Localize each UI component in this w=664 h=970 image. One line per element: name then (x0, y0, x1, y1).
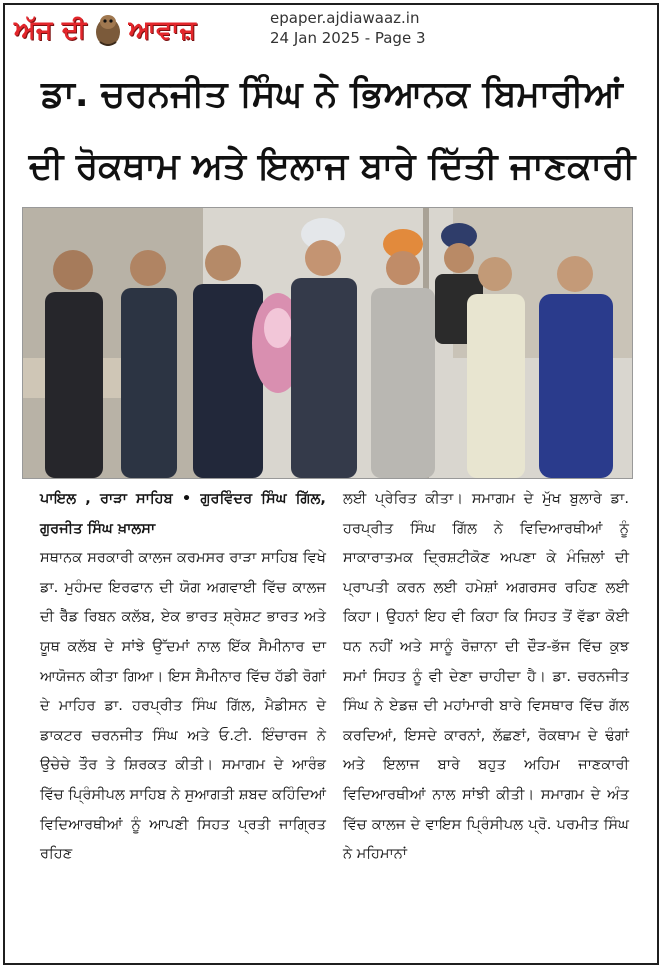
article-column-right (343, 484, 629, 869)
group-photo-illustration (23, 208, 632, 478)
article-body-left: ਸਥਾਨਕ ਸਰਕਾਰੀ ਕਾਲਜ ਕਰਮਸਰ ਰਾੜਾ ਸਾਹਿਬ ਵਿਖੇ ਡਾ. ਮੁਹੰਮਦ ਇਰਫਾਨ ਦੀ ਯੋਗ ਅਗਵਾਈ ਵਿੱਚ ਕਾਲਜ ਦੀ ਰੈੱਡ ਰਿਬਨ ਕਲੱਬ, ਏਕ ਭਾਰਤ ਸ਼੍ਰੇਸ਼ਟ ਭਾਰਤ ਅਤੇ ਯੂਥ ਕਲੱਬ ਦੇ ਸਾਂਝੇ ਉੱਦਮਾਂ ਨਾਲ ਇੱਕ ਸੈਮੀਨਾਰ ਦਾ ਆਯੋਜਨ ਕੀਤਾ ਗਿਆ। ਇਸ ਸੈਮੀਨਾਰ ਵਿੱਚ ਹੱਡੀ ਰੋਗਾਂ ਦੇ ਮਾਹਿਰ ਡਾ. ਹਰਪ੍ਰੀਤ ਸਿੰਘ ਗਿੱਲ, ਮੈਡੀਸਨ ਦੇ ਡਾਕਟਰ ਚਰਨਜੀਤ ਸਿੰਘ ਅਤੇ ਓ.ਟੀ. ਇੰਚਾਰਜ ਨੇ ਉਚੇਚੇ ਤੌਰ ਤੇ ਸ਼ਿਰਕਤ ਕੀਤੀ। ਸਮਾਗਮ ਦੇ ਆਰੰਭ ਵਿੱਚ ਪ੍ਰਿੰਸੀਪਲ ਸਾਹਿਬ ਨੇ ਸੁਆਗਤੀ ਸ਼ਬਦ ਕਹਿੰਦਿਆਂ ਵਿਦਿਆਰਥੀਆਂ ਨੂੰ ਆਪਣੀ ਸਿਹਤ ਪ੍ਰਤੀ ਜਾਗ੍ਰਿਤ ਰਹਿਣ (40, 549, 326, 863)
headline-line-1: ਡਾ. ਚਰਨਜੀਤ ਸਿੰਘ ਨੇ ਭਿਆਨਕ ਬਿਮਾਰੀਆਂ (41, 74, 623, 115)
byline-authors: ਗੁਰਵਿੰਦਰ ਸਿੰਘ ਗਿੱਲ, ਗੁਰਜੀਤ ਸਿੰਘ ਖ਼ਾਲਸਾ (40, 490, 326, 537)
article-column-left (40, 484, 326, 869)
edition-meta (270, 8, 426, 48)
edition-date-page: 24 Jan 2025 - Page 3 (270, 29, 426, 47)
article-body-right: ਲਈ ਪ੍ਰੇਰਿਤ ਕੀਤਾ। ਸਮਾਗਮ ਦੇ ਮੁੱਖ ਬੁਲਾਰੇ ਡਾ. ਹਰਪ੍ਰੀਤ ਸਿੰਘ ਗਿੱਲ ਨੇ ਵਿਦਿਆਰਥੀਆਂ ਨੂੰ ਸਾਕਾਰਾਤਮਕ ਦ੍ਰਿਸ਼ਟੀਕੋਣ ਅਪਣਾ ਕੇ ਮੰਜ਼ਿਲਾਂ ਦੀ ਪ੍ਰਾਪਤੀ ਕਰਨ ਲਈ ਹਮੇਸ਼ਾਂ ਅਗਰਸਰ ਰਹਿਣ ਲਈ ਕਿਹਾ। ਉਹਨਾਂ ਇਹ ਵੀ ਕਿਹਾ ਕਿ ਸਿਹਤ ਤੋਂ ਵੱਡਾ ਕੋਈ ਧਨ ਨਹੀਂ ਅਤੇ ਸਾਨੂੰ ਰੋਜ਼ਾਨਾ ਦੀ ਦੌੜ-ਭੱਜ ਵਿੱਚ ਕੁਝ ਸਮਾਂ ਸਿਹਤ ਨੂੰ ਵੀ ਦੇਣਾ ਚਾਹੀਦਾ ਹੈ। ਡਾ. ਚਰਨਜੀਤ ਸਿੰਘ ਨੇ ਏਡਜ਼ ਦੀ ਮਹਾਂਮਾਰੀ ਬਾਰੇ ਵਿਸਥਾਰ ਵਿੱਚ ਗੱਲ ਕਰਦਿਆਂ, ਇਸਦੇ ਕਾਰਨਾਂ, ਲੱਛਣਾਂ, ਰੋਕਥਾਮ ਦੇ ਢੰਗਾਂ ਅਤੇ ਇਲਾਜ ਬਾਰੇ ਬਹੁਤ ਅਹਿਮ ਜਾਣਕਾਰੀ ਵਿਦਿਆਰਥੀਆਂ ਨਾਲ ਸਾਂਝੀ ਕੀਤੀ। ਸਮਾਗਮ ਦੇ ਅੰਤ ਵਿੱਚ ਕਾਲਜ ਦੇ ਵਾਇਸ ਪ੍ਰਿੰਸੀਪਲ ਪ੍ਰੋ. ਪਰਮੀਤ ਸਿੰਘ ਨੇ ਮਹਿਮਾਨਾਂ (343, 490, 629, 863)
byline-bullet: • (181, 490, 192, 507)
masthead-name-part1: ਅੱਜ ਦੀ (14, 15, 87, 44)
headline-line-2: ਦੀ ਰੋਕਥਾਮ ਅਤੇ ਇਲਾਜ ਬਾਰੇ ਦਿੱਤੀ ਜਾਣਕਾਰੀ (28, 146, 636, 187)
masthead-name-part2: ਆਵਾਜ਼ (128, 15, 197, 44)
byline-location: ਪਾਇਲ , ਰਾੜਾ ਸਾਹਿਬ (40, 490, 173, 507)
mascot-logo-icon (91, 12, 125, 48)
masthead (14, 10, 196, 50)
article-byline (40, 484, 326, 543)
news-photo (22, 207, 633, 479)
epaper-url: epaper.ajdiawaaz.in (270, 9, 420, 27)
